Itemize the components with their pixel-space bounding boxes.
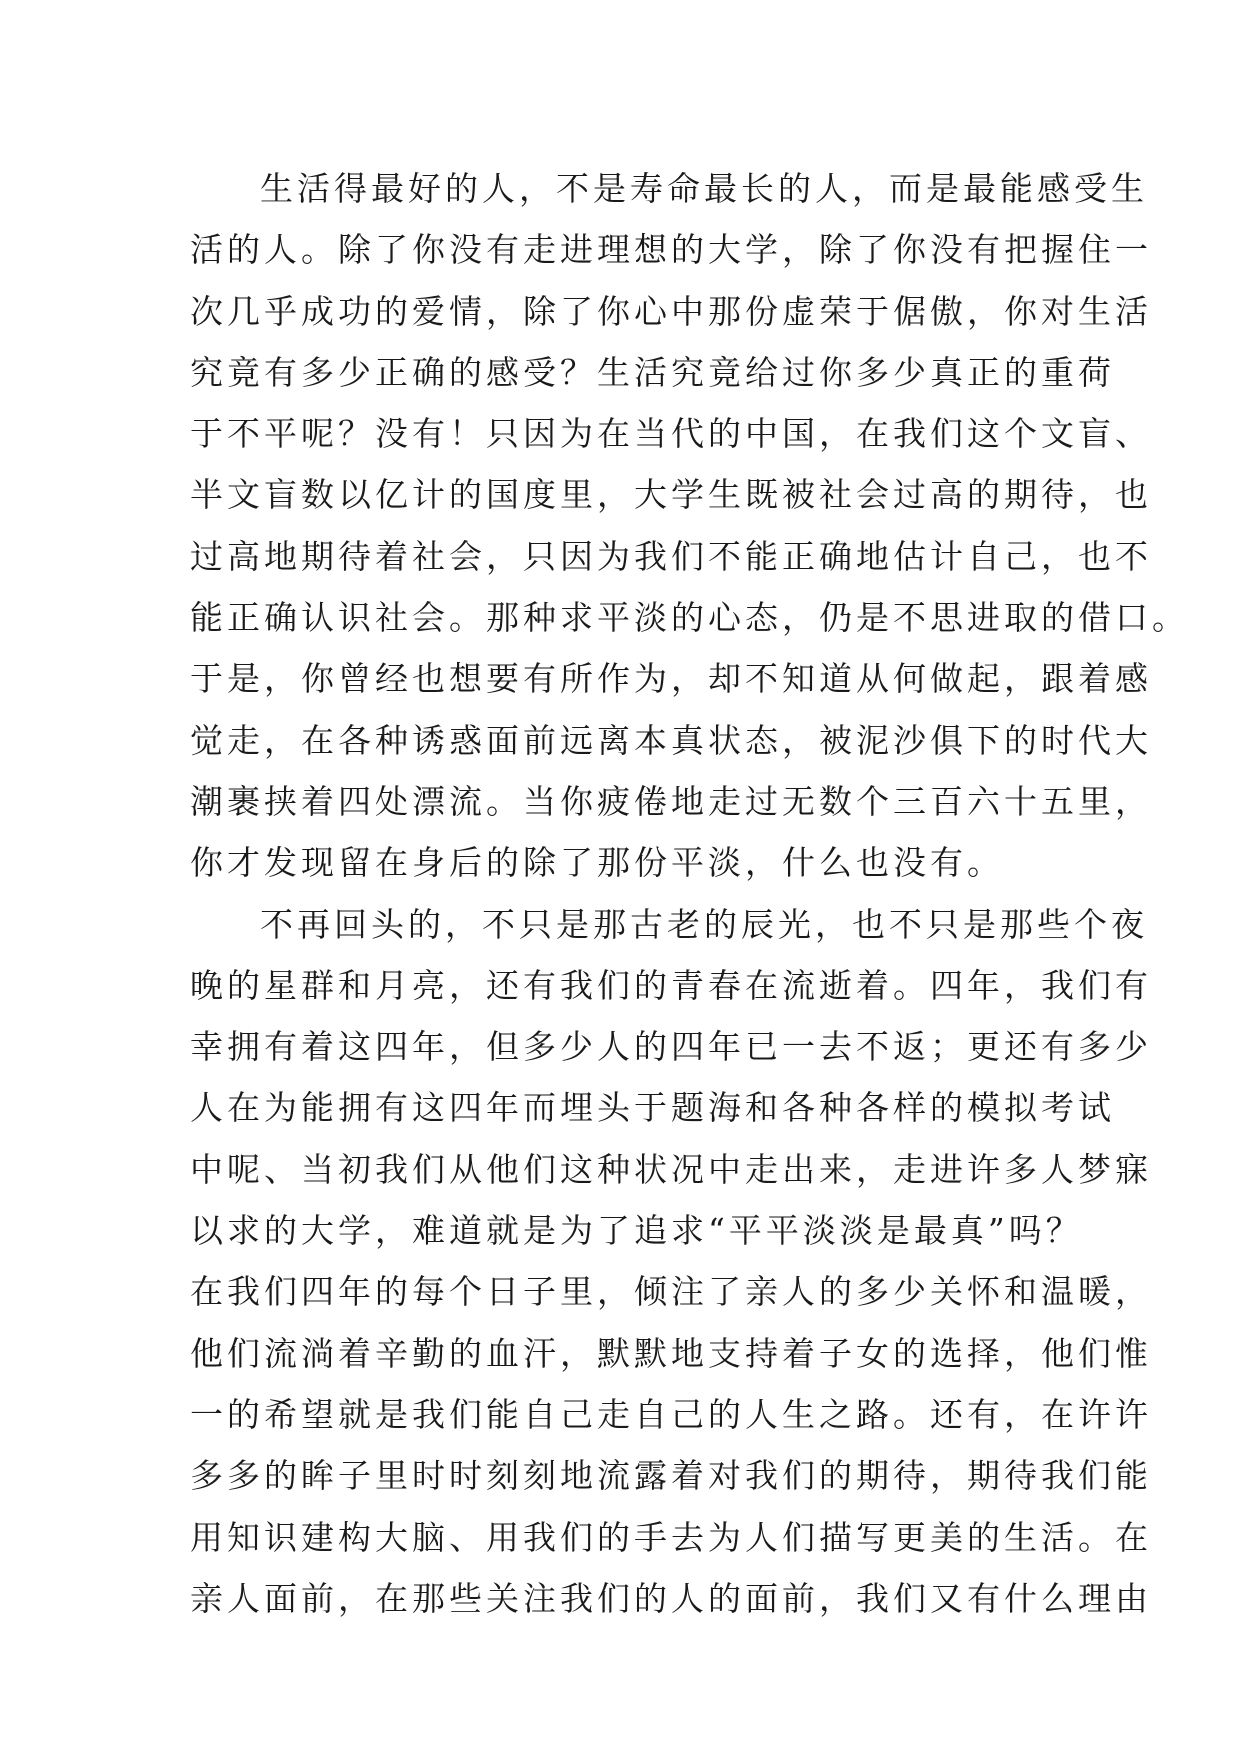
text-line: 次几乎成功的爱情，除了你心中那份虚荣于倨傲，你对生活 bbox=[190, 291, 1152, 331]
text-line: 用知识建构大脑、用我们的手去为人们描写更美的生活。在 bbox=[190, 1517, 1152, 1557]
text-line: 活的人。除了你没有走进理想的大学，除了你没有把握住一 bbox=[190, 230, 1152, 270]
text-line: 中呢、当初我们从他们这种状况中走出来，走进许多人梦寐 bbox=[190, 1149, 1152, 1189]
text-line: 以求的大学，难道就是为了追求“平平淡淡是最真”吗？ bbox=[190, 1211, 1083, 1251]
text-line: 在我们四年的每个日子里，倾注了亲人的多少关怀和温暖， bbox=[190, 1272, 1152, 1312]
text-line: 你才发现留在身后的除了那份平淡，什么也没有。 bbox=[190, 843, 1004, 883]
text-line: 于是，你曾经也想要有所作为，却不知道从何做起，跟着感 bbox=[190, 659, 1152, 699]
text-line: 潮裹挟着四处漂流。当你疲倦地走过无数个三百六十五里， bbox=[190, 781, 1152, 821]
text-line: 晚的星群和月亮，还有我们的青春在流逝着。四年，我们有 bbox=[190, 965, 1152, 1005]
text-line: 觉走，在各种诱惑面前远离本真状态，被泥沙俱下的时代大 bbox=[190, 720, 1152, 760]
text-line: 一的希望就是我们能自己走自己的人生之路。还有，在许许 bbox=[190, 1394, 1152, 1434]
text-line: 究竟有多少正确的感受？生活究竟给过你多少真正的重荷 bbox=[190, 352, 1115, 392]
text-line: 生活得最好的人，不是寿命最长的人，而是最能感受生 bbox=[260, 169, 1148, 208]
text-line: 幸拥有着这四年，但多少人的四年已一去不返；更还有多少 bbox=[190, 1027, 1152, 1067]
document-body bbox=[190, 158, 1189, 1629]
text-line: 亲人面前，在那些关注我们的人的面前，我们又有什么理由 bbox=[190, 1578, 1152, 1618]
text-line: 于不平呢？没有！只因为在当代的中国，在我们这个文盲、 bbox=[190, 414, 1152, 454]
text-line: 他们流淌着辛勤的血汗，默默地支持着子女的选择，他们惟 bbox=[190, 1333, 1152, 1373]
paragraph-1 bbox=[190, 158, 1189, 894]
text-line: 能正确认识社会。那种求平淡的心态，仍是不思进取的借口。 bbox=[190, 598, 1189, 638]
text-line: 半文盲数以亿计的国度里，大学生既被社会过高的期待，也 bbox=[190, 475, 1152, 515]
text-line: 不再回头的，不只是那古老的辰光，也不只是那些个夜 bbox=[260, 904, 1148, 944]
text-line: 人在为能拥有这四年而埋头于题海和各种各样的模拟考试 bbox=[190, 1088, 1115, 1128]
text-line: 过高地期待着社会，只因为我们不能正确地估计自己，也不 bbox=[190, 536, 1152, 576]
paragraph-2 bbox=[190, 894, 1152, 1630]
text-line: 多多的眸子里时时刻刻地流露着对我们的期待，期待我们能 bbox=[190, 1456, 1152, 1496]
